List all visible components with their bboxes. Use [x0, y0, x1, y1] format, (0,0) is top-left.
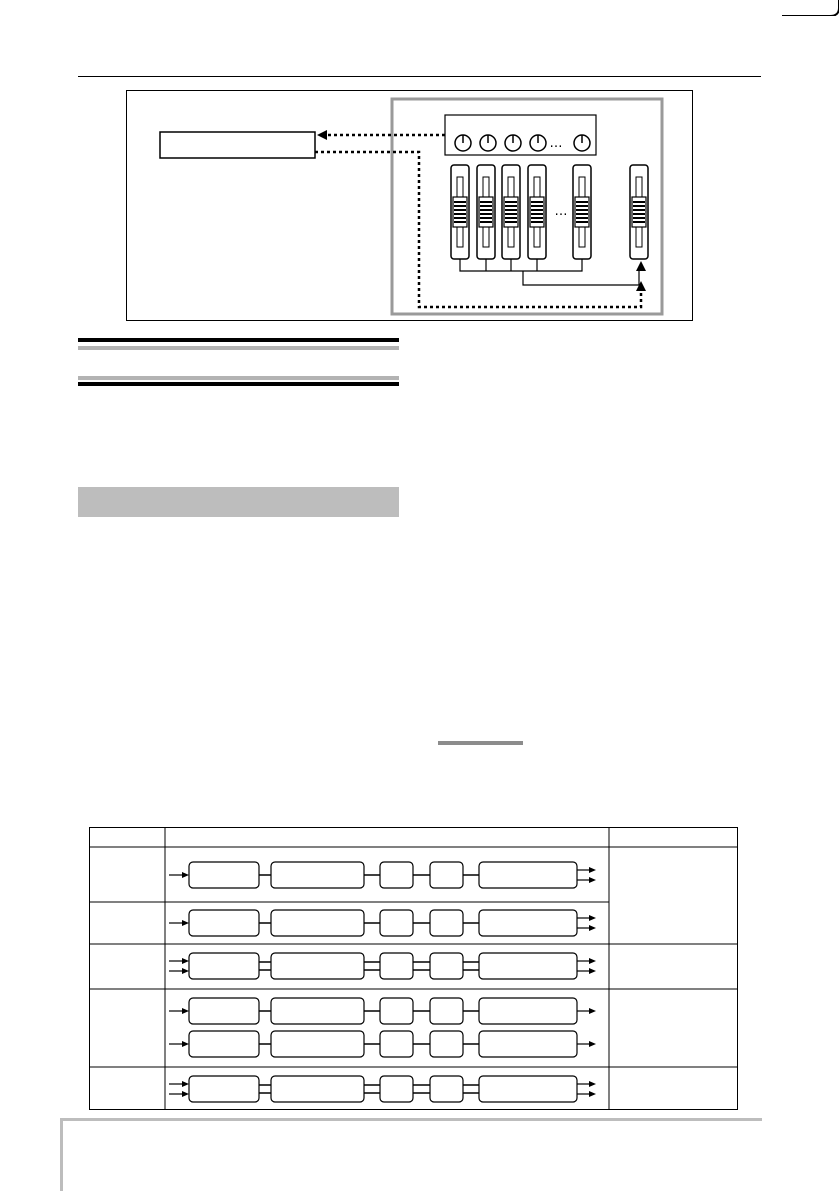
effect-block [271, 862, 364, 888]
footer-rule [60, 1118, 762, 1121]
arrowhead-up-icon [636, 281, 646, 291]
arrowhead-right-icon [589, 867, 596, 873]
arrowhead-right-icon [182, 920, 189, 926]
effect-block [380, 910, 413, 936]
parameter-box [160, 132, 315, 158]
effect-block [479, 1031, 577, 1057]
subsection-rule-shadow [78, 376, 399, 380]
effect-block [380, 953, 413, 979]
signal-chain [169, 1076, 596, 1102]
effect-block [479, 1076, 577, 1102]
effect-block [479, 998, 577, 1024]
effect-block [189, 910, 259, 936]
signal-flow-table [89, 827, 738, 1110]
section-rule-top [78, 338, 399, 342]
effect-block [430, 953, 463, 979]
effect-block [271, 1031, 364, 1057]
arrowhead-right-icon [589, 915, 596, 921]
effect-block [430, 1031, 463, 1057]
arrowhead-right-icon [589, 1081, 596, 1087]
effect-block [271, 953, 364, 979]
signal-chain [169, 953, 596, 979]
effect-block [479, 953, 577, 979]
footer-rule-vertical [60, 1118, 63, 1191]
effect-block [430, 1076, 463, 1102]
signal-chain [169, 1031, 596, 1057]
arrowhead-right-icon [589, 1091, 596, 1097]
effect-block [430, 862, 463, 888]
subsection-rule [78, 382, 399, 386]
signal-chain [169, 862, 596, 888]
effect-block [189, 1076, 259, 1102]
arrowhead-right-icon [182, 958, 189, 964]
section-heading-bar [78, 487, 399, 517]
note-rule [438, 741, 523, 745]
fader-ellipsis: … [554, 204, 568, 219]
arrowhead-right-icon [182, 1081, 189, 1087]
mixer-diagram [126, 90, 693, 321]
effect-block [271, 998, 364, 1024]
effect-block [380, 998, 413, 1024]
arrowhead-right-icon [182, 968, 189, 974]
effect-block [380, 1076, 413, 1102]
effect-block [189, 1031, 259, 1057]
effect-block [430, 998, 463, 1024]
page-edge-tab [782, 0, 839, 16]
arrowhead-right-icon [182, 1091, 189, 1097]
section-rule-shadow [78, 346, 399, 350]
knob-ellipsis: … [549, 136, 563, 151]
arrowhead-right-icon [589, 968, 596, 974]
arrowhead-right-icon [589, 958, 596, 964]
arrowhead-right-icon [589, 925, 596, 931]
effect-block [189, 862, 259, 888]
arrowhead-up-icon [636, 261, 646, 271]
effect-block [380, 1031, 413, 1057]
arrowhead-right-icon [589, 1041, 596, 1047]
effect-block [430, 910, 463, 936]
arrowhead-right-icon [589, 877, 596, 883]
effect-block [271, 910, 364, 936]
effect-block [479, 910, 577, 936]
effect-block [479, 862, 577, 888]
effect-block [271, 1076, 364, 1102]
arrowhead-right-icon [589, 1008, 596, 1014]
effect-block [189, 953, 259, 979]
signal-chain [169, 910, 596, 936]
signal-chain [169, 998, 596, 1024]
arrowhead-right-icon [182, 1008, 189, 1014]
effect-block [380, 862, 413, 888]
header-rule [78, 76, 761, 77]
fader-row [451, 165, 648, 259]
arrowhead-left-icon [317, 130, 327, 140]
arrowhead-right-icon [182, 872, 189, 878]
effect-block [189, 998, 259, 1024]
bus-connector [460, 259, 639, 285]
arrowhead-right-icon [182, 1041, 189, 1047]
